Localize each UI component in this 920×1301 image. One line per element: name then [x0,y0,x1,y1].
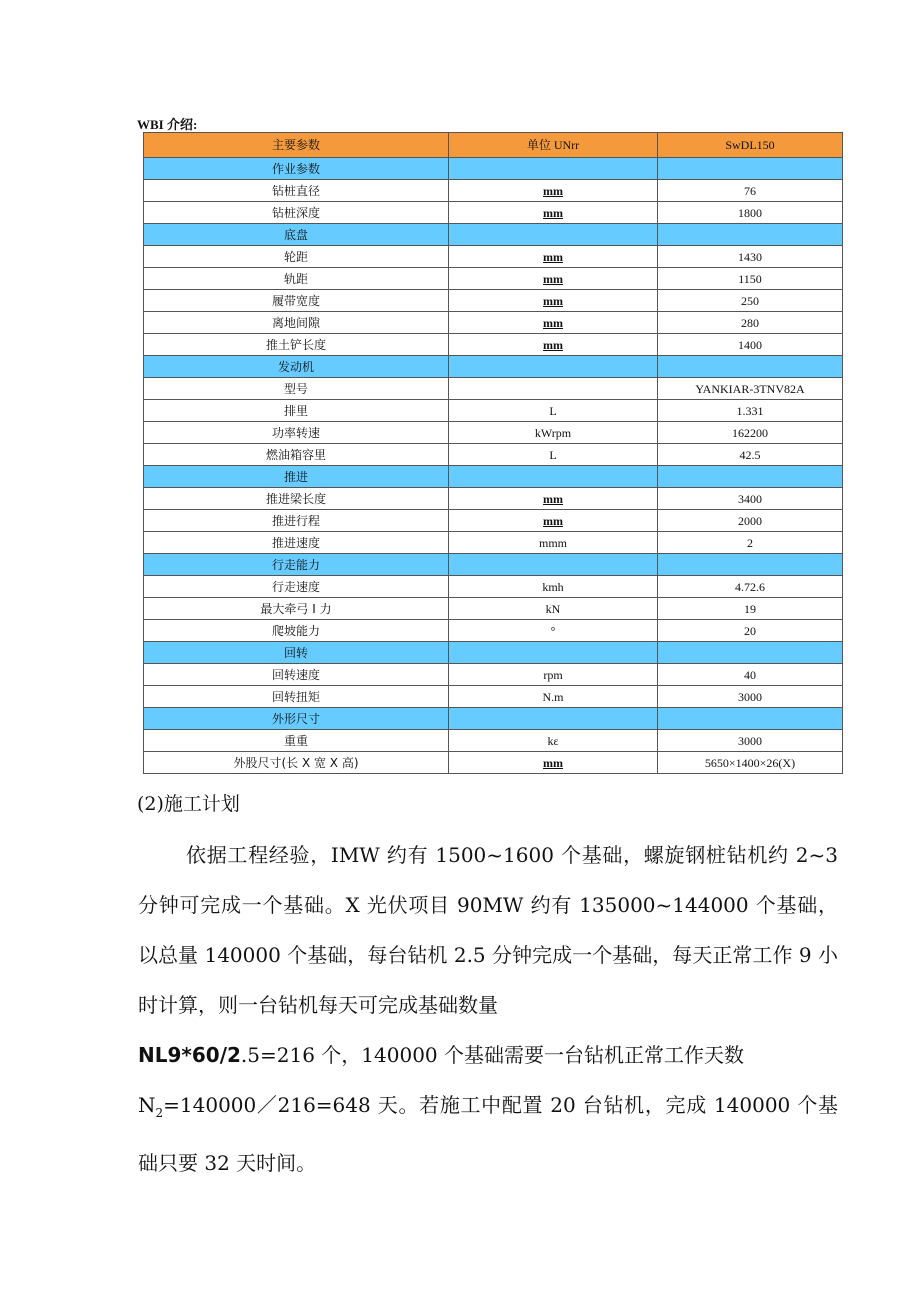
section-row [144,356,843,378]
formula-line-1 [138,1030,838,1080]
param-name-cell [144,708,449,730]
unit-cell [449,598,658,620]
param-name-cell-text: 回转 [283,645,308,660]
unit-cell-text: mm [543,271,563,286]
table-row [144,620,843,642]
value-cell [658,708,843,730]
table-row [144,400,843,422]
value-cell [658,686,843,708]
unit-cell [449,334,658,356]
value-cell [658,356,843,378]
value-cell-text: 2 [747,535,753,550]
formula2-rest: =140000／216=648 天。若施工中配置 20 台钻机，完成 140000 个基础只要 32 天时间。 [138,1093,838,1175]
param-name-cell [144,642,449,664]
param-name-cell-text: 推进速度 [271,535,320,550]
param-name-cell [144,576,449,598]
formula-line-2 [138,1080,838,1188]
unit-cell [449,686,658,708]
value-cell [658,488,843,510]
value-cell [658,730,843,752]
spec-table-body [144,133,843,774]
value-cell-text: 3000 [738,689,762,704]
param-name-cell-text: 钻桩直径 [271,183,320,198]
value-cell-text: 280 [741,315,759,330]
table-row [144,202,843,224]
value-cell-text: 76 [744,183,756,198]
param-name-cell-text: 外形尺寸 [271,711,320,726]
header-unit: 单位 UNrr [449,133,658,158]
param-name-cell-text: 履带宽度 [271,293,320,308]
value-cell-text: 162200 [732,425,768,440]
table-row [144,598,843,620]
unit-cell [449,444,658,466]
table-row [144,378,843,400]
param-name-cell [144,488,449,510]
unit-cell [449,752,658,774]
value-cell [658,444,843,466]
param-name-cell [144,664,449,686]
unit-cell [449,576,658,598]
unit-cell [449,224,658,246]
unit-cell [449,400,658,422]
table-row [144,290,843,312]
value-cell-text: 1430 [738,249,762,264]
param-name-cell-text: 作业参数 [271,161,320,176]
value-cell [658,598,843,620]
value-cell-text: 250 [741,293,759,308]
param-name-cell-text: 推土铲长度 [265,337,326,352]
value-cell [658,224,843,246]
param-name-cell [144,598,449,620]
value-cell-text: 1150 [738,271,762,286]
body-paragraph [138,830,838,1188]
table-header-row [144,133,843,158]
param-name-cell-text: 底盘 [283,227,308,242]
param-name-cell-text: 回转速度 [271,667,320,682]
param-name-cell-text: 爬坡能力 [271,623,320,638]
table-row [144,488,843,510]
section-title: (2)施工计划 [137,793,240,815]
unit-cell-text: mm [543,249,563,264]
unit-cell-text: ° [550,623,556,638]
param-name-cell [144,224,449,246]
unit-cell [449,664,658,686]
value-cell [658,532,843,554]
unit-cell [449,730,658,752]
value-cell-text: 4.72.6 [735,579,765,594]
value-cell-text: YANKIAR-3TNV82A [695,381,805,396]
unit-cell [449,554,658,576]
unit-cell-text: L [549,403,557,418]
unit-cell [449,466,658,488]
unit-cell [449,620,658,642]
value-cell [658,642,843,664]
param-name-cell [144,158,449,180]
value-cell-text: 1400 [738,337,762,352]
param-name-cell [144,290,449,312]
param-name-cell-text: 推进 [283,469,308,484]
param-name-cell [144,620,449,642]
header-model: SwDL150 [658,133,843,158]
value-cell [658,312,843,334]
table-row [144,730,843,752]
section-row [144,224,843,246]
param-name-cell [144,510,449,532]
unit-cell [449,532,658,554]
param-name-cell [144,554,449,576]
param-name-cell-text: 行走速度 [271,579,320,594]
value-cell [658,664,843,686]
value-cell [658,268,843,290]
paragraph-text [138,830,838,1030]
value-cell [658,158,843,180]
unit-cell-text: kWrpm [534,425,572,440]
unit-cell-text: mm [543,205,563,220]
unit-cell-text: L [549,447,557,462]
param-name-cell [144,444,449,466]
value-cell-text: 3400 [738,491,762,506]
unit-cell-text: mm [543,337,563,352]
section-row [144,158,843,180]
formula1-rest: .5=216 个，140000 个基础需要一台钻机正常工作天数 [240,1043,744,1067]
unit-cell-text: mm [543,293,563,308]
unit-cell [449,642,658,664]
value-cell-text: 40 [744,667,756,682]
unit-cell-text: kε [547,733,559,748]
param-name-cell-text: 燃油箱容里 [265,447,326,462]
section-row [144,708,843,730]
unit-cell [449,312,658,334]
unit-cell [449,488,658,510]
param-name-cell-text: 回转扭矩 [271,689,320,704]
value-cell-text: 3000 [738,733,762,748]
value-cell-text: 20 [744,623,756,638]
value-cell-text: 2000 [738,513,762,528]
unit-cell [449,708,658,730]
unit-cell [449,246,658,268]
param-name-cell [144,400,449,422]
unit-cell-text: mm [543,513,563,528]
table-row [144,664,843,686]
value-cell-text: 5650×1400×26(X) [704,755,796,770]
value-cell [658,400,843,422]
value-cell [658,752,843,774]
param-name-cell [144,312,449,334]
param-name-cell [144,466,449,488]
param-name-cell-text: 重重 [283,733,308,748]
unit-cell [449,268,658,290]
value-cell [658,246,843,268]
table-row [144,752,843,774]
param-name-cell-text: 发动机 [277,359,314,374]
table-row [144,510,843,532]
table-row [144,686,843,708]
param-name-cell-text: 外股尺寸(长 X 宽 X 高) [233,755,359,770]
unit-cell-text: rpm [543,667,563,682]
param-name-cell [144,180,449,202]
value-cell [658,290,843,312]
unit-cell-text: kN [545,601,561,616]
param-name-cell-text: 行走能力 [271,557,320,572]
param-name-cell-text: 钻桩深度 [271,205,320,220]
value-cell [658,466,843,488]
value-cell [658,378,843,400]
param-name-cell-text: 离地间隙 [271,315,320,330]
section-row [144,642,843,664]
param-name-cell-text: 推进梁长度 [265,491,326,506]
param-name-cell-text: 功率转速 [271,425,320,440]
unit-cell [449,356,658,378]
table-row [144,532,843,554]
param-name-cell-text: 轨距 [283,271,308,286]
value-cell-text: 1800 [738,205,762,220]
unit-cell-text: mm [543,491,563,506]
table-row [144,576,843,598]
param-name-cell [144,356,449,378]
param-name-cell [144,268,449,290]
param-name-cell [144,730,449,752]
param-name-cell [144,378,449,400]
value-cell [658,510,843,532]
param-name-cell-text: 推进行程 [271,513,320,528]
header-param: 主要参数 [144,133,449,158]
section-row [144,466,843,488]
table-row [144,312,843,334]
unit-cell-text: N.m [542,689,564,704]
value-cell [658,422,843,444]
value-cell-text: 1.331 [736,403,764,418]
unit-cell [449,510,658,532]
value-cell [658,334,843,356]
value-cell [658,620,843,642]
table-row [144,180,843,202]
table-caption: WBI 介绍: [137,117,198,132]
param-name-cell-text: 排里 [283,403,308,418]
value-cell [658,576,843,598]
unit-cell [449,378,658,400]
section-row [144,554,843,576]
unit-cell [449,202,658,224]
param-name-cell [144,422,449,444]
unit-cell [449,158,658,180]
param-name-cell [144,752,449,774]
value-cell-text: 19 [744,601,756,616]
formula2-n: N [138,1093,156,1117]
unit-cell-text: mm [543,183,563,198]
value-cell-text: 42.5 [739,447,761,462]
param-name-cell-text: 轮距 [283,249,308,264]
param-name-cell [144,532,449,554]
unit-cell-text: mmm [538,535,567,550]
table-row [144,334,843,356]
formula1-bold: NL9*60/2 [138,1043,241,1067]
unit-cell-text: mm [543,315,563,330]
table-row [144,268,843,290]
table-row [144,422,843,444]
value-cell [658,180,843,202]
unit-cell-text: mm [543,755,563,770]
param-name-cell [144,202,449,224]
table-row [144,246,843,268]
unit-cell [449,290,658,312]
param-name-cell [144,686,449,708]
table-row [144,444,843,466]
value-cell [658,202,843,224]
unit-cell-text: kmh [542,579,564,594]
param-name-cell [144,246,449,268]
paragraph-line1: 依据工程经验，IMW 约有 1500~1600 个基础，螺旋钢桩钻机约 2~3 分钟可完成一个基础。X 光伏项目 90MW 约有 135000~144000 个基础，以总量 140000 个基础，每台钻机 2.5 分钟完成一个基础，每天正常工作 9 小时计算，则一台钻机每天可完成基础数量 [138,843,838,1017]
formula2-sub: 2 [155,1106,164,1120]
spec-table [143,132,843,774]
param-name-cell-text: 型号 [283,381,308,396]
unit-cell [449,422,658,444]
param-name-cell-text: 最大牵弓 I 力 [260,601,332,616]
param-name-cell [144,334,449,356]
unit-cell [449,180,658,202]
value-cell [658,554,843,576]
